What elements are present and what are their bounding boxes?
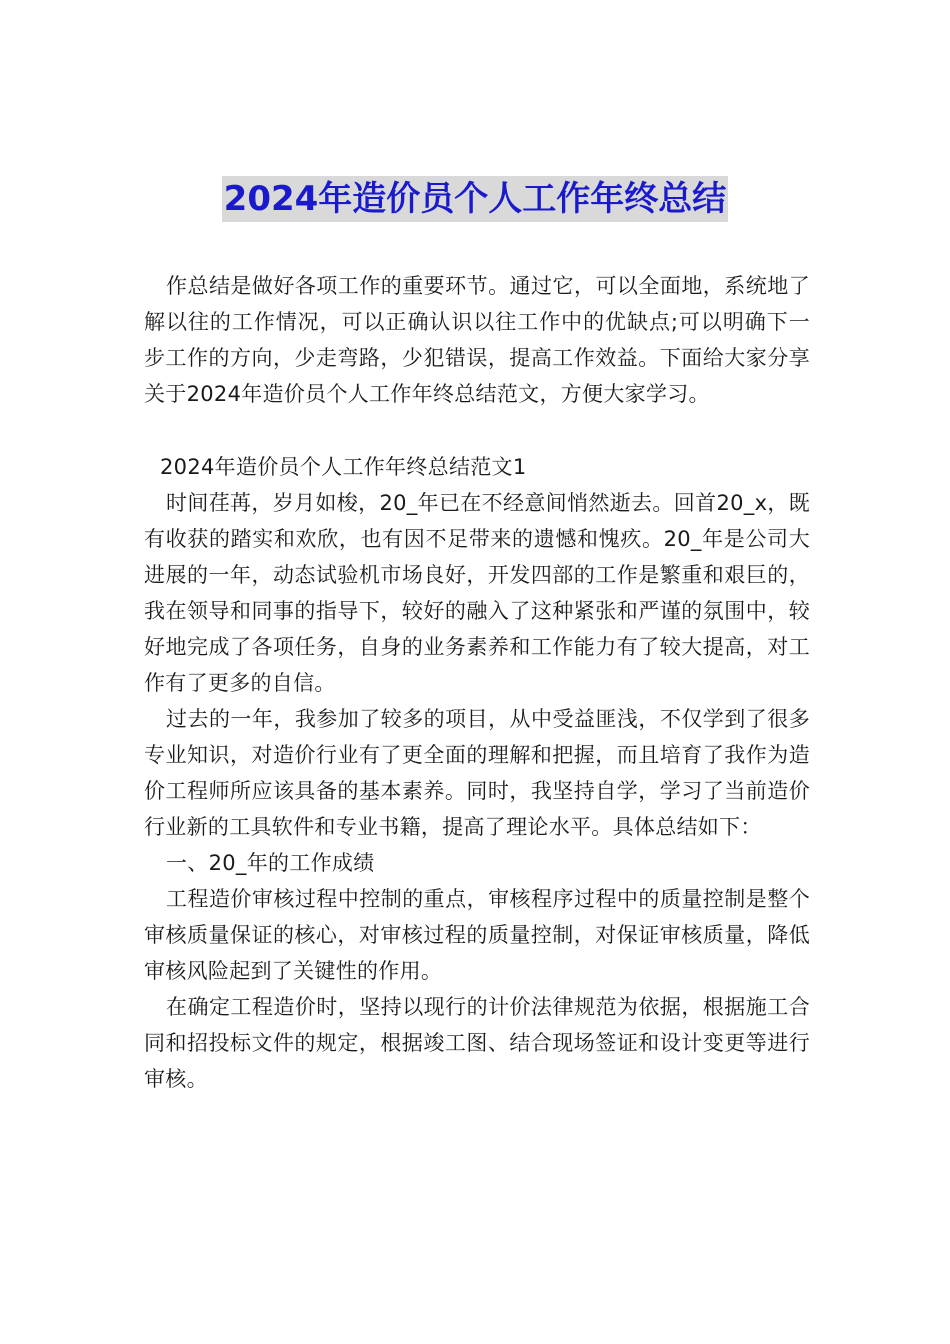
- body-paragraph-1: 时间荏苒，岁月如梭，20_年已在不经意间悄然逝去。回首20_x，既有收获的踏实和欢欣，也有因不足带来的遗憾和愧疚。20_年是公司大进展的一年，动态试验机市场良好，开发四部的工作是繁重和艰巨的，我在领导和同事的指导下，较好的融入了这种紧张和严谨的氛围中，较好地完成了各项任务，自身的业务素养和工作能力有了较大提高，对工作有了更多的自信。: [144, 491, 810, 695]
- intro-paragraph: 作总结是做好各项工作的重要环节。通过它，可以全面地，系统地了解以往的工作情况，可以正确认识以往工作中的优缺点;可以明确下一步工作的方向，少走弯路，少犯错误，提高工作效益。下面给大家分享关于2024年造价员个人工作年终总结范文，方便大家学习。: [144, 274, 810, 406]
- body-paragraph-2: 过去的一年，我参加了较多的项目，从中受益匪浅，不仅学到了很多专业知识，对造价行业有了更全面的理解和把握，而且培育了我作为造价工程师所应该具备的基本素养。同时，我坚持自学，学习了当前造价行业新的工具软件和专业书籍，提高了理论水平。具体总结如下：: [144, 707, 810, 839]
- sample-heading: 2024年造价员个人工作年终总结范文1: [160, 455, 527, 479]
- document-title: 2024年造价员个人工作年终总结: [222, 176, 729, 222]
- document-body: [144, 268, 810, 1097]
- section-heading-1: 一、20_年的工作成绩: [166, 851, 375, 875]
- paragraph-gap: [144, 412, 810, 449]
- title-wrap: [0, 176, 950, 222]
- body-paragraph-3: 工程造价审核过程中控制的重点，审核程序过程中的质量控制是整个审核质量保证的核心，对审核过程的质量控制，对保证审核质量，降低审核风险起到了关键性的作用。: [144, 887, 810, 983]
- body-paragraph-4: 在确定工程造价时，坚持以现行的计价法律规范为依据，根据施工合同和招投标文件的规定，根据竣工图、结合现场签证和设计变更等进行审核。: [144, 995, 810, 1091]
